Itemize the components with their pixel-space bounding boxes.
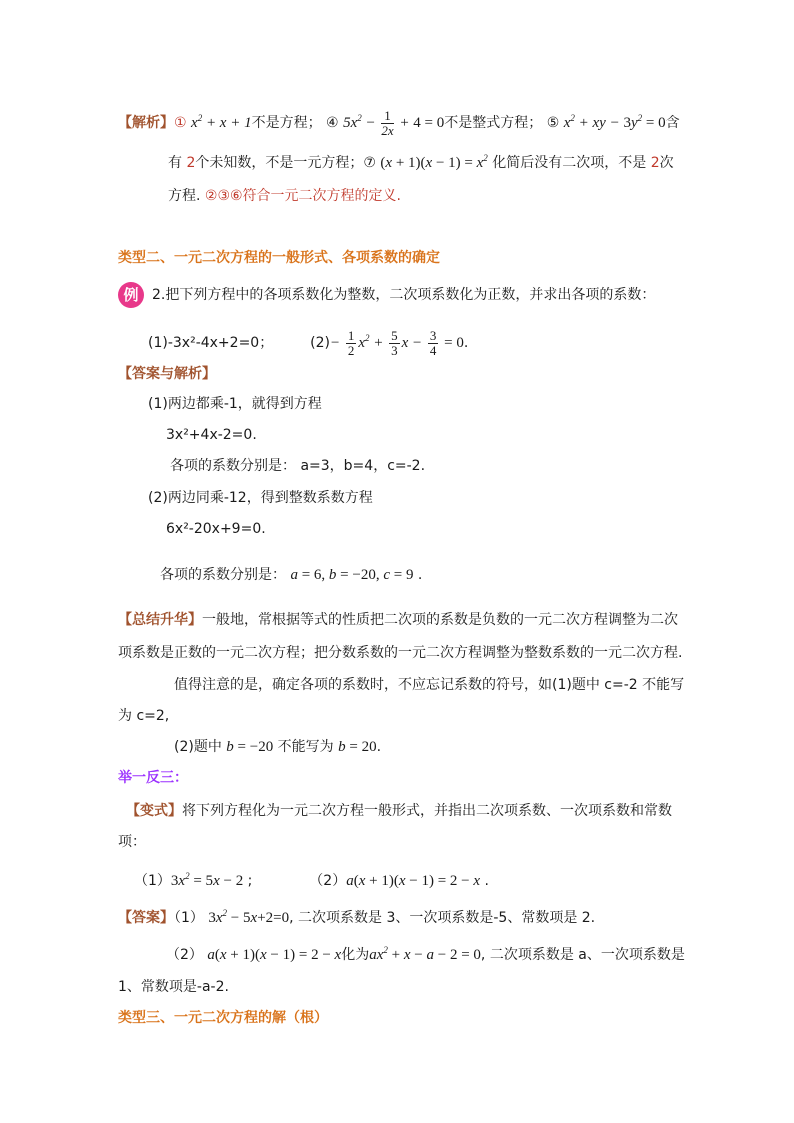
inline-eq: b = −20 (226, 739, 274, 755)
section-heading-type-2: 类型二、一元二次方程的一般形式、各项系数的确定 (118, 250, 440, 266)
label: （1） (134, 873, 171, 889)
equation: $3x^2 = 5x - 2$ (170, 871, 244, 889)
analysis-line-3 (168, 186, 401, 206)
punct: . (376, 739, 382, 755)
answer-p1-eq: 3x²+4x-2=0. (166, 427, 257, 443)
summary-tag: 【总结升华】 (118, 612, 202, 628)
equation: $3x^2 - 5x+2=0$ (208, 908, 290, 926)
practice-answer-2-cont: 1、常数项是-a-2. (118, 979, 229, 995)
analysis-line-2 (168, 148, 674, 173)
example-question: 2.把下列方程中的各项系数化为整数，二次项系数化为正数，并求出各项的系数： (152, 287, 656, 303)
answer-p2-coef: 各项的系数分别是： a = 6, b = −20, c = 9 . (160, 567, 423, 583)
practice-equations: $(1)3x^2 = 5x - 2$ ; （2）a(x + 1)(x − 1) = 2 − x . (134, 871, 489, 889)
text: 不能写为 (277, 739, 334, 755)
label: （1） (174, 910, 204, 926)
analysis-line-1 (118, 108, 680, 138)
item-4-number: ④ (326, 115, 339, 131)
equation-q1: (1)-3x²-4x+2=0； (148, 335, 274, 351)
punct: . (463, 335, 469, 351)
practice-answer-1 (118, 903, 595, 928)
text: 有 (168, 155, 182, 171)
inline-eq: b = 20 (338, 739, 377, 755)
variant-tag: 【变式】 (126, 803, 182, 819)
answer-p2: (2)两边同乘-12，得到整数系数方程 (148, 490, 373, 506)
item-4-text: 不是整式方程； (444, 115, 543, 131)
summary-line-5 (174, 737, 381, 757)
item-5-number: ⑤ (546, 115, 560, 131)
label: （2） (166, 947, 203, 963)
text: 个未知数，不是一元方程；⑦ (195, 155, 376, 171)
item-1-text: 不是方程； (251, 115, 322, 131)
label-q2: (2) (310, 335, 330, 351)
item-5-text: 含 (665, 115, 680, 131)
number-two: 2 (650, 155, 660, 171)
equation: $ax^2 + x - a - 2 = 0$ (369, 945, 481, 963)
text: 一般地，常根据等式的性质把二次项的系数是负数的一元二次方程调整为二次 (202, 612, 678, 628)
answer-tag: 【答案与解析】 (118, 366, 216, 382)
equation-7: $(x + 1)(x - 1) = x^2$ (380, 153, 488, 171)
equation-5: $x^2$ + xy − $3y^2 = 0$ (563, 113, 666, 131)
text: 各项的系数分别是： (160, 567, 286, 583)
text: (2)题中 (174, 739, 222, 755)
conclusion-text: ②③⑥符合一元二次方程的定义. (204, 188, 402, 204)
coef-values: a = 6, b = −20, c = 9 (290, 567, 414, 583)
text: 化简后没有二次项，不是 (492, 155, 647, 171)
practice-answer-2 (166, 940, 685, 965)
summary-line-1 (118, 610, 678, 630)
practice-line-2: 项： (118, 834, 146, 850)
practice-heading: 举一反三： (118, 770, 188, 786)
text: , 二次项系数是 3、一次项系数是-5、常数项是 2. (289, 910, 596, 926)
item-1-number: ① (174, 115, 187, 131)
equation-1: $x^2 + x + 1$ (191, 113, 252, 131)
example-badge: 例 (118, 282, 144, 308)
equation-q2: − $\frac{1}{2}$ $x^2$ + $\frac{5}{3}$ x − $\frac{3}{4}$ = 0 (329, 328, 464, 359)
number-two: 2 (186, 155, 196, 171)
summary-line-4: 为 c=2, (118, 708, 170, 724)
practice-line-1 (126, 801, 672, 821)
text: 将下列方程化为一元二次方程一般形式，并指出二次项系数、一次项系数和常数 (182, 803, 672, 819)
summary-line-2: 项系数是正数的一元二次方程；把分数系数的一元二次方程调整为整数系数的一元二次方程. (118, 645, 683, 661)
analysis-tag: 【解析】 (118, 115, 174, 131)
summary-line-3: 值得注意的是，确定各项的系数时，不应忘记系数的符号，如(1)题中 c=-2 不能写 (174, 677, 685, 693)
text: 方程. (168, 188, 201, 204)
equation-4: $5x^2$ − $\frac{1}{2x}$ + 4 = 0 (343, 108, 445, 139)
label: （2） (309, 873, 347, 889)
example-equations (148, 328, 468, 358)
answer-p2-eq: 6x²-20x+9=0. (166, 521, 266, 537)
text: , 二次项系数是 a、一次项系数是 (480, 947, 685, 963)
text: 次 (659, 155, 674, 171)
equation: a(x + 1)(x − 1) = 2 − x (346, 873, 481, 889)
answer-p1: (1)两边都乘-1，就得到方程 (148, 396, 322, 412)
section-heading-type-3: 类型三、一元二次方程的解（根） (118, 1010, 328, 1026)
answer-p1-coef: 各项的系数分别是： a=3，b=4，c=-2. (170, 458, 426, 474)
equation: a(x + 1)(x − 1) = 2 − x (207, 947, 342, 963)
text: 化为 (341, 947, 370, 963)
answer-tag: 【答案】 (118, 910, 174, 926)
